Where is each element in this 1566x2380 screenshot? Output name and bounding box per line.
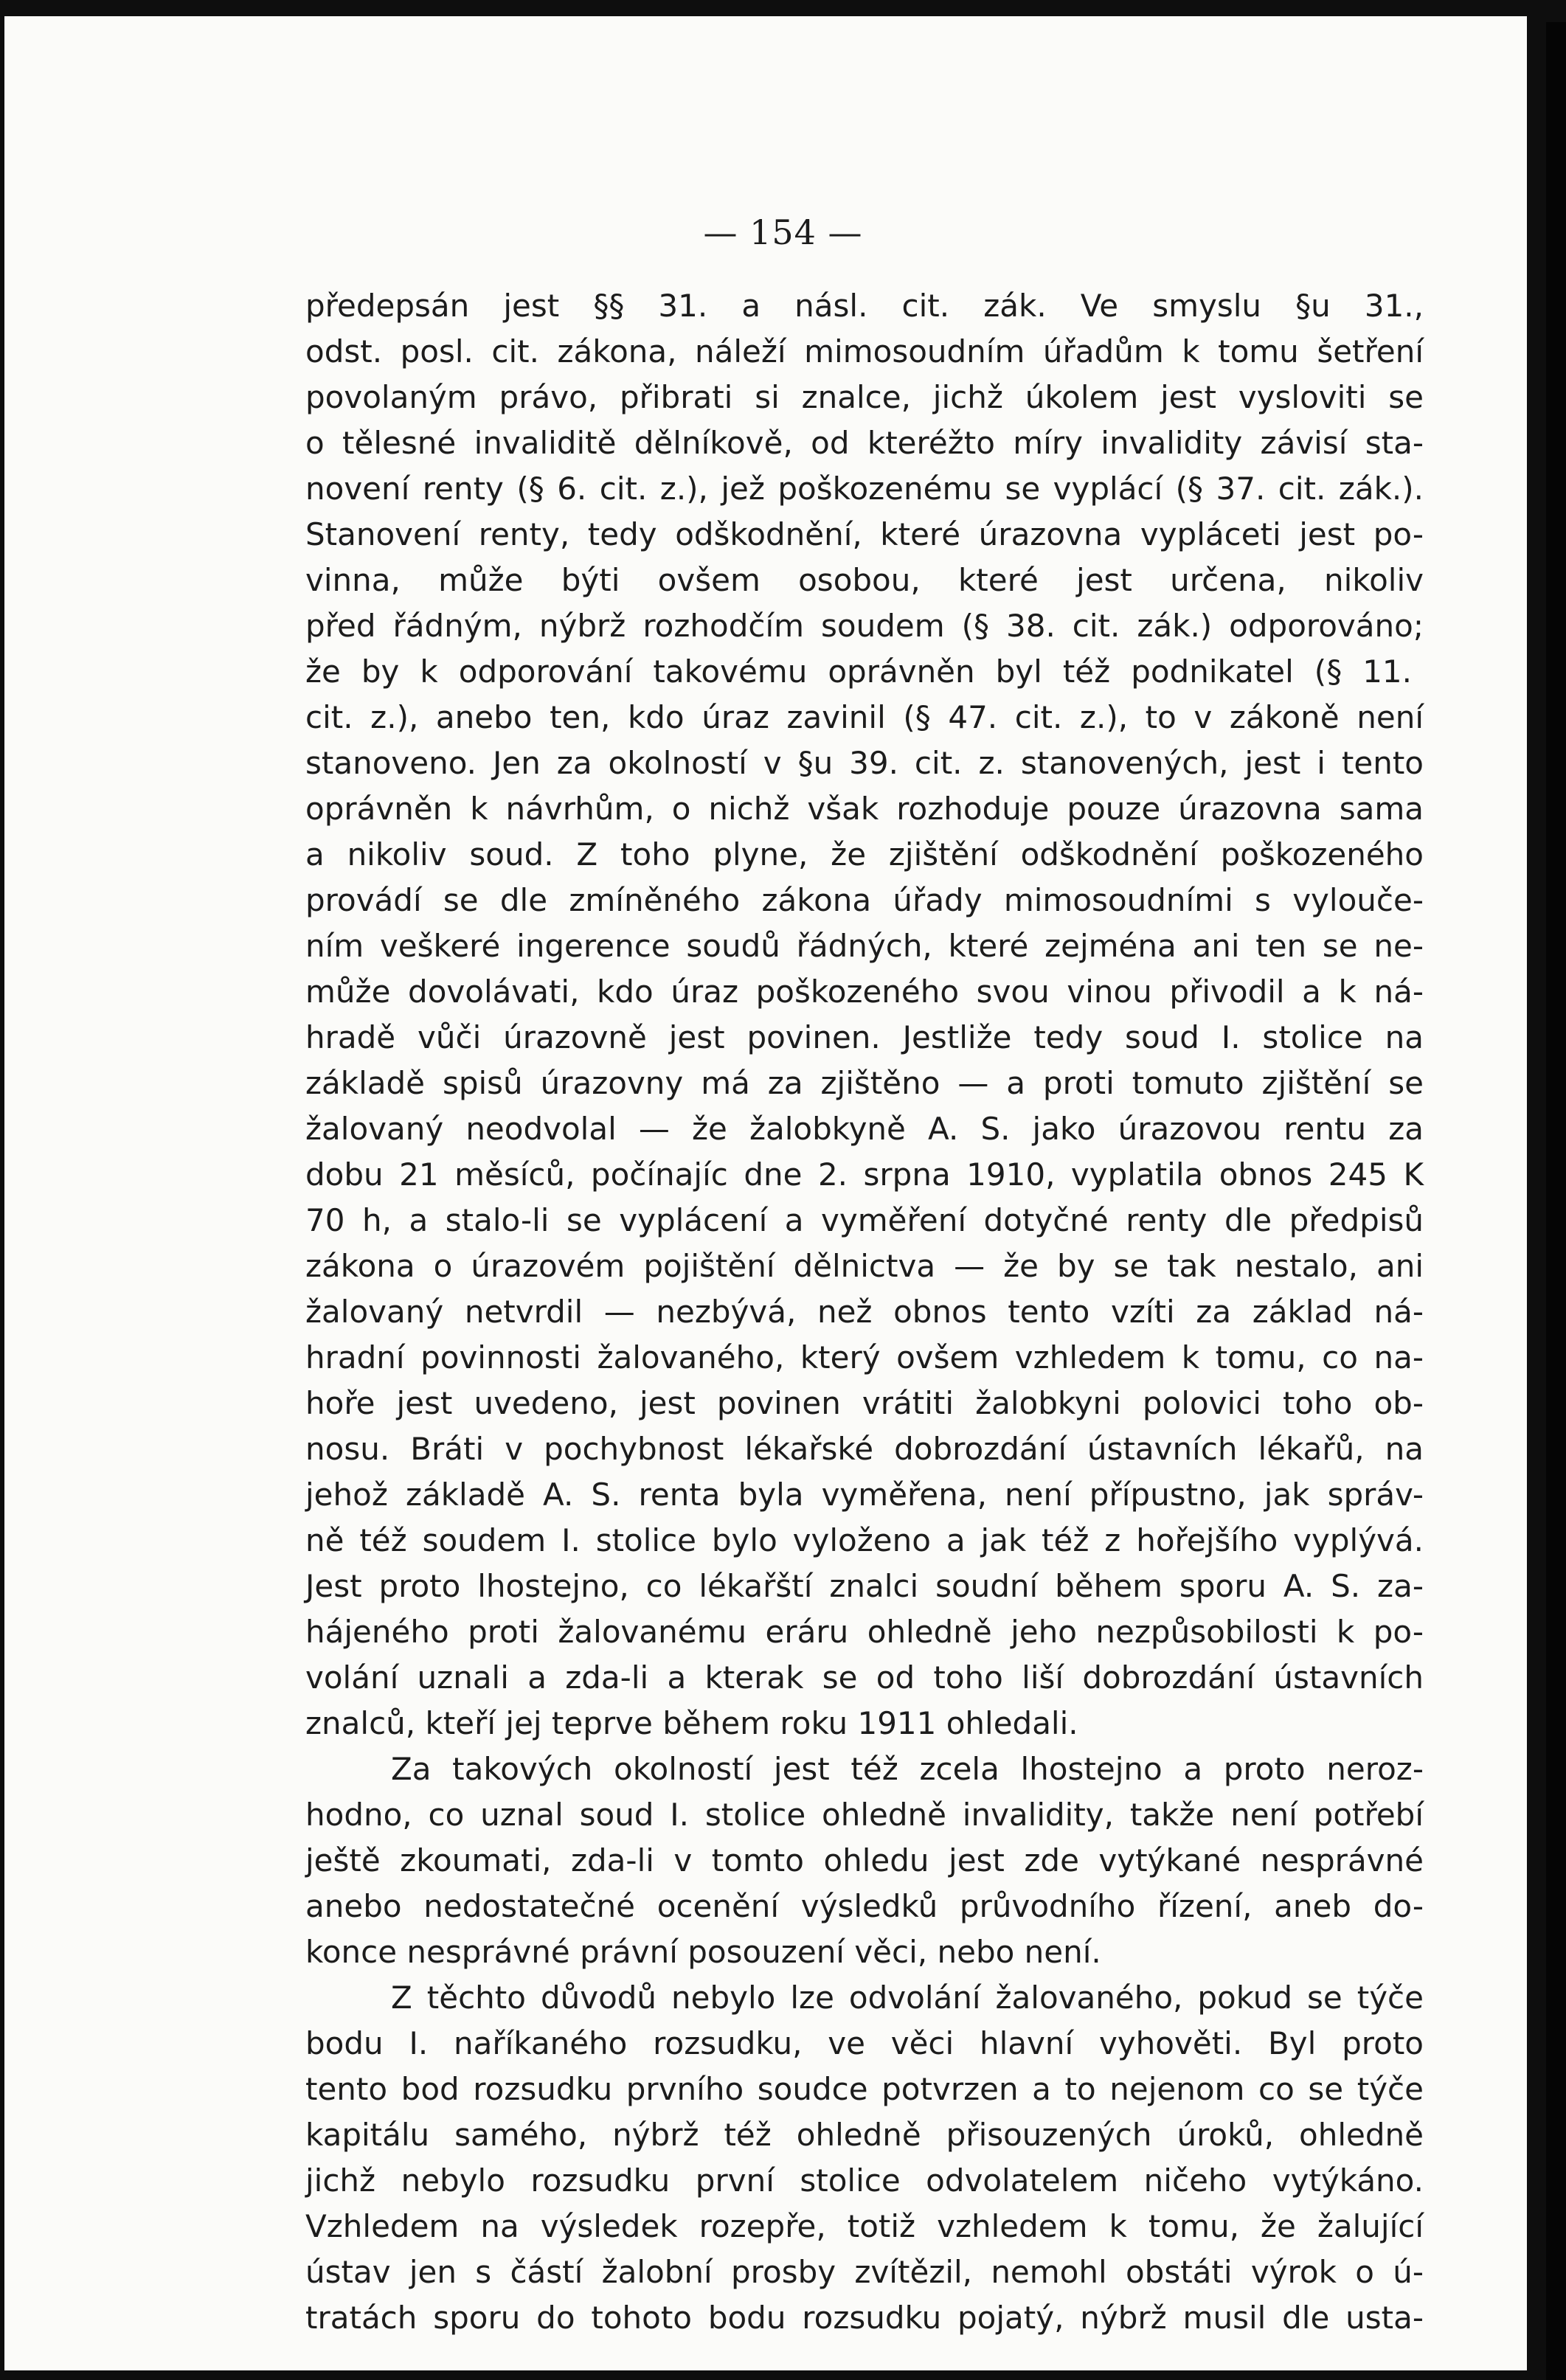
text-line: Jest proto lhostejno, co lékařští znalci soudní během sporu A. S. za- xyxy=(305,1568,1424,1604)
text-line: hradě vůči úrazovně jest povinen. Jestliže tedy soud I. stolice na xyxy=(305,1019,1424,1055)
text-line: Stanovení renty, tedy odškodnění, které úrazovna vypláceti jest po- xyxy=(305,516,1424,552)
text-line: o tělesné invaliditě dělníkově, od kteréžto míry invalidity závisí sta- xyxy=(305,425,1424,461)
page-number: — 154 — xyxy=(703,212,863,252)
text-line: cit. z.), anebo ten, kdo úraz zavinil (§ 47. cit. z.), to v zákoně není xyxy=(305,699,1424,735)
text-line: před řádným, nýbrž rozhodčím soudem (§ 38. cit. zák.) odporováno; xyxy=(305,608,1424,644)
text-line: ně též soudem I. stolice bylo vyloženo a jak též z hořejšího vyplývá. xyxy=(305,1522,1424,1558)
text-line: dobu 21 měsíců, počínajíc dne 2. srpna 1910, vyplatila obnos 245 K xyxy=(305,1156,1424,1193)
scan-edge xyxy=(1546,22,1566,2380)
text-line: hradní povinnosti žalovaného, který ovšem vzhledem k tomu, co na- xyxy=(305,1339,1424,1375)
text-line: hájeného proti žalovanému eráru ohledně jeho nezpůsobilosti k po- xyxy=(305,1614,1424,1650)
text-line: Za takových okolností jest též zcela lhostejno a proto neroz- xyxy=(391,1751,1424,1787)
text-line: že by k odporování takovému oprávněn byl též podnikatel (§ 11. xyxy=(305,653,1412,690)
text-line: novení renty (§ 6. cit. z.), jež poškozenému se vyplácí (§ 37. cit. zák.). xyxy=(305,471,1424,507)
text-line: základě spisů úrazovny má za zjištěno — a proti tomuto zjištění se xyxy=(305,1065,1424,1101)
text-line: hodno, co uznal soud I. stolice ohledně invalidity, takže není potřebí xyxy=(305,1797,1424,1833)
text-line: konce nesprávné právní posouzení věci, nebo není. xyxy=(305,1934,1101,1970)
text-line: znalců, kteří jej teprve během roku 1911 ohledali. xyxy=(305,1705,1078,1741)
text-line: hoře jest uvedeno, jest povinen vrátiti žalobkyni polovici toho ob- xyxy=(305,1385,1424,1421)
text-line: bodu I. naříkaného rozsudku, ve věci hlavní vyhověti. Byl proto xyxy=(305,2025,1424,2061)
text-line: ním veškeré ingerence soudů řádných, které zejména ani ten se ne- xyxy=(305,928,1424,964)
text-line: tento bod rozsudku prvního soudce potvrzen a to nejenom co se týče xyxy=(305,2071,1424,2107)
text-line: nosu. Bráti v pochybnost lékařské dobrozdání ústavních lékařů, na xyxy=(305,1431,1424,1467)
text-line: jichž nebylo rozsudku první stolice odvolatelem ničeho vytýkáno. xyxy=(305,2162,1424,2199)
text-line: kapitálu samého, nýbrž též ohledně přisouzených úroků, ohledně xyxy=(305,2117,1424,2153)
text-line: může dovolávati, kdo úraz poškozeného svou vinou přivodil a k ná- xyxy=(305,974,1424,1010)
text-line: ještě zkoumati, zda-li v tomto ohledu jest zde vytýkané nesprávné xyxy=(305,1842,1424,1878)
text-line: žalovaný neodvolal — že žalobkyně A. S. jako úrazovou rentu za xyxy=(305,1111,1424,1147)
text-line: vinna, může býti ovšem osobou, které jest určena, nikoliv xyxy=(305,562,1424,598)
text-line: oprávněn k návrhům, o nichž však rozhoduje pouze úrazovna sama xyxy=(305,791,1424,827)
text-line: anebo nedostatečné ocenění výsledků průvodního řízení, aneb do- xyxy=(305,1888,1424,1924)
text-line: žalovaný netvrdil — nezbývá, než obnos tento vzíti za základ ná- xyxy=(305,1294,1424,1330)
text-line: stanoveno. Jen za okolností v §u 39. cit. z. stanovených, jest i tento xyxy=(305,745,1424,781)
text-line: tratách sporu do tohoto bodu rozsudku pojatý, nýbrž musil dle usta- xyxy=(305,2300,1424,2336)
text-line: ústav jen s částí žalobní prosby zvítězil, nemohl obstáti výrok o ú- xyxy=(305,2254,1424,2290)
text-line: Vzhledem na výsledek rozepře, totiž vzhledem k tomu, že žalující xyxy=(305,2208,1424,2244)
text-line: povolaným právo, přibrati si znalce, jichž úkolem jest vysloviti se xyxy=(305,379,1424,415)
text-line: zákona o úrazovém pojištění dělnictva — že by se tak nestalo, ani xyxy=(305,1248,1424,1284)
text-line: 70 h, a stalo-li se vyplácení a vyměření dotyčné renty dle předpisů xyxy=(305,1202,1424,1238)
text-line: volání uznali a zda-li a kterak se od toho liší dobrozdání ústavních xyxy=(305,1659,1424,1696)
text-line: jehož základě A. S. renta byla vyměřena, není přípustno, jak správ- xyxy=(305,1477,1424,1513)
text-line: předepsán jest §§ 31. a násl. cit. zák. Ve smyslu §u 31., xyxy=(305,288,1424,324)
text-line: Z těchto důvodů nebylo lze odvolání žalovaného, pokud se týče xyxy=(391,1980,1424,2016)
text-line: provádí se dle zmíněného zákona úřady mimosoudními s vylouče- xyxy=(305,882,1424,918)
text-line: a nikoliv soud. Z toho plyne, že zjištění odškodnění poškozeného xyxy=(305,836,1424,872)
text-line: odst. posl. cit. zákona, náleží mimosoudním úřadům k tomu šetření xyxy=(305,333,1424,370)
